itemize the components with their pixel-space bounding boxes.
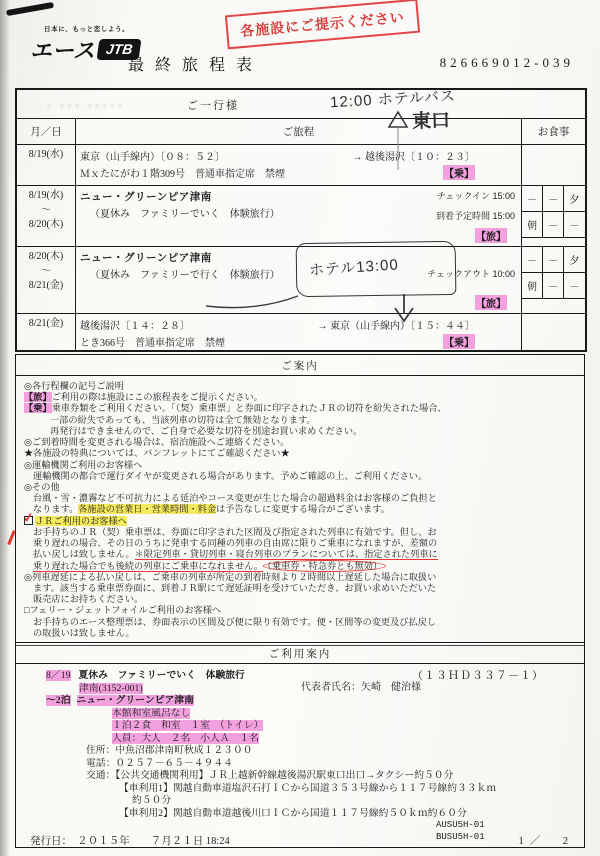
- table-header-row: [17, 119, 585, 145]
- guide-line: [24, 561, 576, 572]
- brand-row: [30, 34, 140, 65]
- down-arrow-icon: [390, 294, 418, 324]
- guide-line: 乗り遅れの場合、その日のうちに発車する同種の列車の自由席に限りご乗車になれますが、差額の: [33, 538, 438, 549]
- row1-route: [76, 145, 521, 185]
- row1-to: → 越後湯沢〔１０：２３〕: [352, 152, 475, 163]
- usage-line-room: [112, 708, 576, 721]
- usage-title: ご利用案内: [16, 643, 584, 664]
- usage-line-people: [112, 733, 576, 746]
- red-circled-text: （乗車券・特急券とも無効）: [263, 560, 386, 572]
- row2-arrival-time: 到着予定時間 15:00: [435, 211, 515, 221]
- usage-line-access2b: 約５０分: [132, 795, 172, 807]
- scan-artifact-mark: [6, 2, 54, 16]
- document-number: 826669012-039: [439, 55, 574, 70]
- guide-line: [24, 392, 576, 403]
- handwritten-hotel-time: ホテル13:00: [308, 256, 400, 280]
- row1-line2: [80, 165, 517, 180]
- guide-line: 台風・雪・濃霧など不可抗力による延泊やコース変更が生じた場合の超過料金はお客様のご負担と: [33, 493, 437, 504]
- itinerary-row-train-out: [17, 145, 585, 186]
- hotel-name: ニュー・グリーンピア津南: [76, 695, 194, 707]
- usage-body: [16, 664, 584, 847]
- meal-cell: 夕: [564, 186, 585, 212]
- meal-cell: －: [522, 247, 543, 273]
- plan-detail: １泊２食 和室 １室 （トイレ）: [112, 720, 264, 732]
- row4-train-detail: とき366号 普通車指定席 禁煙: [80, 338, 225, 349]
- plan-code-1: AUSU5H-01: [436, 820, 485, 831]
- guide-line: 再発行はできませんので、ご自身で必要な切符を別途お買い求めください。: [50, 425, 363, 436]
- row4-line1: [80, 317, 517, 332]
- checkbox-mark: [21, 508, 35, 527]
- meal-cell: 夕: [564, 247, 585, 273]
- usage-line-access3: 【車利用2】関越自動車道越後川口ＩＣから国道１１７号線約５０ｋｍ約６０分: [119, 807, 467, 819]
- row2-tilde: ～: [41, 204, 51, 216]
- row4-from: 越後湯沢〔１４：２８〕: [80, 321, 190, 332]
- row3-meals: [521, 247, 585, 313]
- tour-name: 夏休み ファミリーでいく 体験旅行: [78, 670, 245, 681]
- access-label: 交通：: [86, 770, 116, 782]
- guide-title: ご案内: [16, 355, 584, 376]
- guide-line: ◎運輸機関ご利用のお客様へ: [24, 459, 143, 470]
- meal-cell: －: [564, 212, 585, 238]
- guide-line: ます。該当する乗車票券面に、到着ＪＲ駅にて遅延証明を受けていただき、お買い求めいただいた: [33, 582, 437, 593]
- header-date-column: 月／日: [17, 119, 76, 144]
- ace-jtb-logo: [30, 24, 140, 65]
- usage-line-phone: 電話：０２５７－６５－４９４４: [86, 757, 233, 769]
- jtb-logo-mark: JTB: [96, 39, 141, 60]
- meal-cell: －: [543, 273, 564, 299]
- plan-code-2: BUSU5H-01: [436, 831, 485, 842]
- row3-date-to: 8/21(金): [28, 280, 64, 291]
- scan-edge-shade: [0, 0, 10, 856]
- handwritten-bus-note: 12:00 ホテルバス: [329, 87, 457, 112]
- usage-line-hotel: [46, 695, 576, 708]
- page-footer: [30, 833, 574, 848]
- red-check-icon: ✓: [21, 508, 35, 526]
- guide-text: 乗車券類をご利用ください。「（契）乗車票」と券面に印字されたＪＲの切符を紛失された場合、: [51, 403, 447, 414]
- guide-line: [24, 549, 576, 560]
- row2-stay-tag: 【旅】: [475, 228, 507, 243]
- ride-tag-legend: 【乗】: [24, 403, 52, 414]
- row2-date-to: 8/20(木): [28, 219, 64, 230]
- row1-from: 東京（山手線内）〔０８：５２〕: [80, 152, 225, 163]
- header-meal-column: お食事: [521, 119, 585, 144]
- meal-cell: 朝: [522, 212, 543, 238]
- guide-line: 販売店にお持ちください。: [33, 594, 144, 605]
- guide-text: 払い戻しは致しません。: [33, 549, 135, 560]
- tour-code: （１３ＨＤ３３７－１）: [412, 670, 544, 682]
- yellow-highlighted-heading: ＪＲご利用のお客様へ: [35, 515, 127, 526]
- meal-cell: －: [543, 212, 564, 238]
- row3-date-from: 8/20(木): [28, 251, 64, 262]
- usage-line-access1: [86, 770, 576, 783]
- red-presentation-stamp: 各施設にご提示ください: [225, 0, 420, 49]
- guide-line: ◎列車遅延による払い戻しは、ご乗車の列車が所定の到着時刻より２時間以上遅延した場合に取扱い: [24, 571, 437, 582]
- guide-line: ◎その他: [24, 481, 60, 492]
- itinerary-row-train-back: [17, 314, 585, 350]
- usage-line-access2: 【車利用1】関越自動車道塩沢石打ＩＣから国道３５３号線から１１７号線約３３ｋｍ: [119, 782, 497, 794]
- usage-line-address: 住所：中魚沼郡津南町秋成１２３００: [86, 745, 253, 757]
- row2-checkin-time: チェックイン 15:00: [436, 191, 515, 201]
- red-underlined-text: ＊限定列車・貸切列車・寝台列車のプランについては、指定された列車に: [134, 549, 438, 560]
- row1-meals-empty: [521, 145, 585, 185]
- room-type: 本館和室風呂なし: [112, 707, 191, 719]
- row2-meals: [521, 186, 585, 246]
- meal-cell: 朝: [522, 273, 543, 299]
- handwritten-east-exit: 東口: [411, 110, 451, 133]
- guide-line: ★各施設の特典については、パンフレットにてご確認ください★: [24, 448, 290, 459]
- guide-line: お手持ちのエース整理票は、券面表示の区間及び便に限り有効です。便・区間等の変更及び払戻し: [33, 616, 437, 627]
- row1-line1: [80, 148, 517, 163]
- meal-cell: －: [543, 186, 564, 212]
- brand-slogan: 日本に、もっと恋しよう。: [44, 26, 130, 33]
- brand-ace-text: エース: [30, 38, 95, 63]
- nights-count: ～2泊: [46, 695, 71, 707]
- handwritten-hotel-note-box: [296, 241, 457, 297]
- row3-stay-tag: 【旅】: [475, 295, 507, 310]
- guide-line: [24, 504, 576, 515]
- row4-route: [76, 314, 521, 350]
- row4-date: 8/21(金): [17, 314, 76, 350]
- guide-line: の取扱いは致しません。: [33, 627, 135, 638]
- row2-meal-grid: [522, 186, 585, 238]
- row2-date-from: 8/19(水): [28, 190, 64, 201]
- guide-line: 運輸機関の都合で運行ダイヤが変更される場合があります。予めご確認の上、ご利用ください。: [33, 470, 428, 481]
- row1-date: 8/19(水): [17, 145, 76, 185]
- guide-line: ◎ご到着時間を変更される場合は、宿泊施設へご連絡ください。: [24, 437, 290, 448]
- tour-date: 8／19: [46, 670, 71, 681]
- guide-line: 一部の紛失であっても、当該列車の切符は全て無効となります。: [50, 414, 316, 425]
- guide-text: は予告なしに変更する場合がございます。: [216, 504, 390, 515]
- row2-hotel-name: ニュー・グリーンピア津南: [80, 192, 212, 203]
- red-underlined-text: 乗り遅れた場合でも後続の列車にご乗車になれません。: [33, 560, 264, 571]
- guide-text: なります。: [33, 504, 79, 515]
- row4-meals-empty: [521, 314, 585, 350]
- guide-line: [24, 403, 576, 414]
- party-name-row: [17, 90, 585, 119]
- representative-label: 代表者氏名：: [301, 682, 361, 693]
- representative: [301, 682, 421, 695]
- page-title: 最終旅程表: [128, 57, 264, 74]
- guide-body: [16, 376, 584, 645]
- yellow-highlighted-text: 各施設の営業日・営業時間・料金: [78, 504, 217, 515]
- row4-ride-tag: 【乗】: [443, 334, 475, 349]
- guide-box: [15, 354, 585, 646]
- meal-cell: －: [564, 273, 585, 299]
- header-route-column: ご旅程: [282, 127, 315, 138]
- row4-line2: [80, 334, 517, 349]
- guide-line: お手持ちのＪＲ（契）乗車票は、券面に印字された区間及び指定された列車に有効です。但し、お: [33, 526, 437, 537]
- people-count: 人員：大人 ２名 小人Ａ １名: [112, 732, 259, 744]
- stay-tag-legend: 【旅】: [24, 392, 52, 403]
- row3-checkout-time: チェックアウト 10:00: [427, 269, 515, 279]
- row2-route: [76, 186, 521, 246]
- party-honorific: ご一行様: [187, 100, 239, 112]
- row1-train-detail: Ｍｘたにがわ１階309号 普通車指定席 禁煙: [80, 169, 285, 180]
- row2-tour-subtitle: （夏休み ファミリーでいく 体験旅行）: [90, 209, 280, 220]
- meal-cell: －: [522, 186, 543, 212]
- guide-line: ◎各行程欄の記号ご説明: [24, 381, 124, 391]
- guide-line: □フェリー・ジェットフォイルご利用のお客様へ: [24, 605, 222, 616]
- representative-name: 矢崎 健治様: [361, 682, 421, 693]
- issue-date: 発行日： ２０１５年 ７月２１日 18:24: [30, 836, 230, 847]
- row1-ride-tag: 【乗】: [443, 165, 475, 180]
- row3-tilde: ～: [41, 265, 51, 277]
- row3-meal-grid: [522, 247, 585, 299]
- access-public-transit: 【公共交通機関利用】ＪＲ上越新幹線越後湯沢駅東口出口→タクシー約５０分: [115, 770, 454, 782]
- location-code: 津南(3152-001): [79, 682, 143, 694]
- row2-dates: [17, 186, 76, 246]
- usage-line-plan: [112, 720, 576, 733]
- handwritten-connector-line: [205, 292, 300, 310]
- row3-hotel-name: ニュー・グリーンピア津南: [80, 253, 212, 264]
- itinerary-row-hotel-night1: [17, 186, 585, 247]
- meal-cell: －: [543, 247, 564, 273]
- usage-box: [15, 642, 585, 848]
- row3-dates: [17, 247, 76, 313]
- up-arrow-icon: [385, 110, 411, 172]
- page-number: 1／ 2: [518, 836, 574, 847]
- guide-text: ご利用の際は施設にこの旅程表をご提示ください。: [51, 392, 263, 403]
- redacted-customer-name: ･ ･･･ ･････: [47, 101, 126, 111]
- row4-to: → 東京（山手線内）〔１５：４４〕: [317, 321, 475, 332]
- row3-tour-subtitle: （夏休み ファミリーで行く 体験旅行）: [90, 270, 280, 281]
- itinerary-table: [15, 88, 587, 352]
